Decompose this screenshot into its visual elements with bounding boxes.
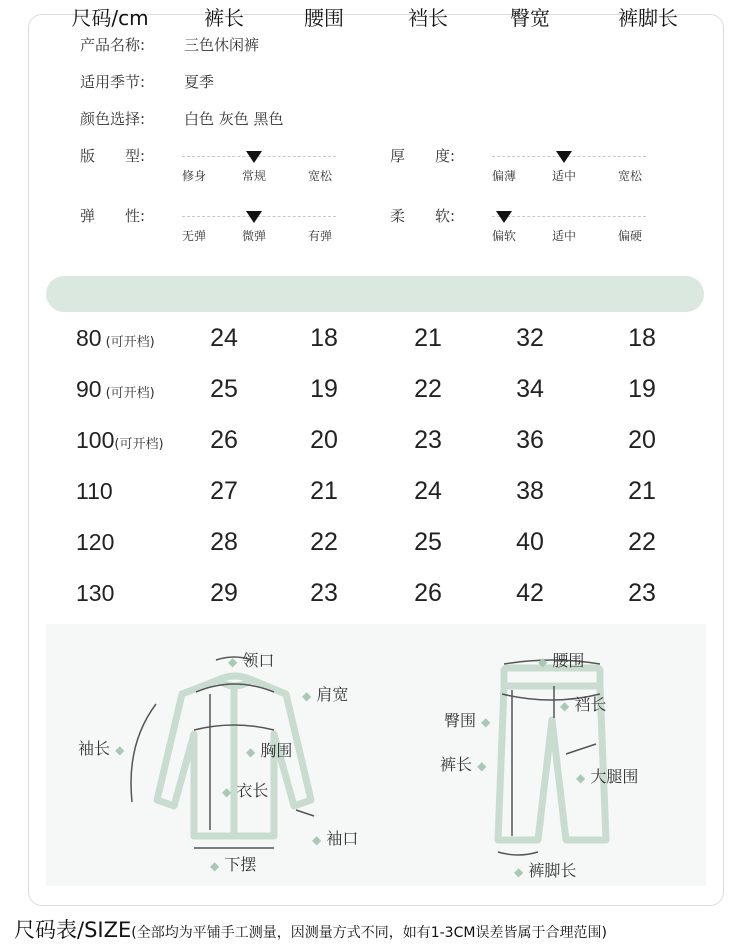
header-leg-opening: 裤脚长 — [618, 6, 678, 30]
season-label: 适用季节: — [80, 73, 146, 91]
header-waist: 腰围 — [304, 6, 344, 30]
product-name-label: 产品名称: — [80, 36, 146, 54]
size-value: 120 — [76, 529, 115, 555]
size-table-header — [46, 276, 704, 312]
size-cell — [76, 318, 155, 358]
hem-label — [210, 852, 256, 875]
softness-marker — [496, 211, 512, 223]
header-size: 尺码/cm — [71, 6, 149, 30]
size-cell — [76, 522, 114, 562]
cuff-text: 袖口 — [326, 829, 359, 848]
table-cell: 42 — [516, 579, 544, 607]
table-row — [0, 369, 750, 409]
table-cell: 36 — [516, 426, 544, 454]
cuff-label — [312, 826, 358, 849]
header-hip: 臀宽 — [510, 6, 550, 30]
diamond-icon: ◆ — [477, 759, 487, 773]
shoulder-text: 肩宽 — [316, 685, 349, 704]
table-cell: 32 — [516, 324, 544, 352]
table-cell: 26 — [414, 579, 442, 607]
thickness-option: 宽松 — [618, 169, 643, 183]
fit-label: 版 型: — [80, 147, 146, 165]
elasticity-label: 弹 性: — [80, 207, 146, 225]
size-value: 90 — [76, 376, 102, 402]
table-cell: 29 — [210, 579, 238, 607]
collar-text: 领口 — [242, 651, 275, 670]
elasticity-marker — [246, 211, 262, 223]
fit-option: 常规 — [242, 169, 267, 183]
leg-opening-text: 裤脚长 — [528, 861, 577, 880]
color-value: 白色 灰色 黑色 — [184, 110, 284, 128]
chest-text: 胸围 — [260, 741, 293, 760]
thickness-marker — [556, 151, 572, 163]
softness-slider — [390, 205, 646, 265]
thickness-label: 厚 度: — [390, 147, 456, 165]
garment-illustrations — [46, 624, 706, 886]
product-name-value: 三色休闲裤 — [184, 36, 260, 54]
footer — [14, 914, 607, 944]
elasticity-slider — [80, 205, 336, 265]
softness-label: 柔 软: — [390, 207, 456, 225]
color-row — [80, 108, 284, 129]
size-cell — [76, 573, 114, 613]
softness-option: 偏硬 — [618, 229, 643, 243]
hip-text: 臀围 — [444, 711, 477, 730]
pants-length-text: 裤长 — [440, 755, 473, 774]
diamond-icon: ◆ — [312, 833, 322, 847]
table-cell: 21 — [414, 324, 442, 352]
table-row — [0, 318, 750, 358]
collar-label — [228, 648, 274, 671]
table-cell: 21 — [628, 477, 656, 505]
diamond-icon: ◆ — [210, 859, 220, 873]
table-row — [0, 573, 750, 613]
size-cell — [76, 471, 113, 511]
chest-label — [246, 738, 292, 761]
table-cell: 23 — [310, 579, 338, 607]
elasticity-option: 无弹 — [182, 229, 207, 243]
length-label — [222, 778, 268, 801]
table-cell: 23 — [414, 426, 442, 454]
shoulder-label — [302, 682, 348, 705]
waist-text: 腰围 — [552, 651, 585, 670]
table-cell: 22 — [628, 528, 656, 556]
table-cell: 25 — [210, 375, 238, 403]
footer-note: (全部均为平铺手工测量，因测量方式不同，如有1-3CM误差皆属于合理范围) — [131, 925, 607, 941]
rise-label — [560, 692, 606, 715]
measurement-diagram — [46, 624, 706, 886]
table-cell: 20 — [628, 426, 656, 454]
size-note: (可开档) — [105, 386, 155, 401]
leg-opening-label — [514, 858, 576, 881]
season-row — [80, 71, 214, 92]
table-row — [0, 522, 750, 562]
table-cell: 22 — [310, 528, 338, 556]
table-cell: 38 — [516, 477, 544, 505]
table-cell: 19 — [628, 375, 656, 403]
hip-label — [444, 708, 490, 731]
hem-text: 下摆 — [224, 855, 257, 874]
diamond-icon: ◆ — [538, 655, 548, 669]
diamond-icon: ◆ — [514, 865, 524, 879]
softness-option: 偏软 — [492, 229, 517, 243]
table-cell: 18 — [628, 324, 656, 352]
thigh-label — [576, 764, 638, 787]
table-cell: 26 — [210, 426, 238, 454]
diamond-icon: ◆ — [246, 745, 256, 759]
size-value: 100 — [76, 427, 115, 453]
softness-track — [492, 216, 646, 217]
size-cell — [76, 420, 164, 460]
fit-option: 宽松 — [308, 169, 333, 183]
thickness-option: 偏薄 — [492, 169, 517, 183]
diamond-icon: ◆ — [560, 699, 570, 713]
footer-title: 尺码表/SIZE — [14, 918, 132, 942]
waist-label — [538, 648, 584, 671]
diamond-icon: ◆ — [228, 655, 238, 669]
size-note: (可开档) — [105, 335, 155, 350]
table-row — [0, 471, 750, 511]
size-value: 130 — [76, 580, 115, 606]
thickness-slider — [390, 145, 646, 205]
header-pants-length: 裤长 — [204, 6, 244, 30]
size-value: 80 — [76, 325, 102, 351]
pants-length-label — [440, 752, 486, 775]
fit-slider — [80, 145, 336, 205]
table-cell: 20 — [310, 426, 338, 454]
diamond-icon: ◆ — [576, 771, 586, 785]
diamond-icon: ◆ — [115, 743, 125, 757]
rise-text: 裆长 — [574, 695, 607, 714]
elasticity-option: 有弹 — [308, 229, 333, 243]
table-cell: 18 — [310, 324, 338, 352]
table-cell: 25 — [414, 528, 442, 556]
size-value: 110 — [76, 478, 113, 504]
season-value: 夏季 — [184, 73, 215, 91]
sleeve-label — [78, 736, 124, 759]
table-cell: 23 — [628, 579, 656, 607]
diamond-icon: ◆ — [481, 715, 491, 729]
elasticity-option: 微弹 — [242, 229, 267, 243]
thickness-option: 适中 — [552, 169, 577, 183]
size-note: (可开档) — [114, 437, 164, 452]
table-cell: 24 — [414, 477, 442, 505]
table-row — [0, 420, 750, 460]
product-name-row — [80, 34, 259, 55]
table-cell: 22 — [414, 375, 442, 403]
color-label: 颜色选择: — [80, 110, 146, 128]
table-cell: 34 — [516, 375, 544, 403]
table-cell: 21 — [310, 477, 338, 505]
thigh-text: 大腿围 — [590, 767, 639, 786]
fit-option: 修身 — [182, 169, 207, 183]
softness-option: 适中 — [552, 229, 577, 243]
sleeve-text: 袖长 — [78, 739, 111, 758]
table-cell: 27 — [210, 477, 238, 505]
diamond-icon: ◆ — [302, 689, 312, 703]
header-rise: 裆长 — [408, 6, 448, 30]
table-cell: 24 — [210, 324, 238, 352]
length-text: 衣长 — [236, 781, 269, 800]
table-cell: 28 — [210, 528, 238, 556]
fit-marker — [246, 151, 262, 163]
diamond-icon: ◆ — [222, 785, 232, 799]
size-cell — [76, 369, 155, 409]
table-cell: 19 — [310, 375, 338, 403]
table-cell: 40 — [516, 528, 544, 556]
